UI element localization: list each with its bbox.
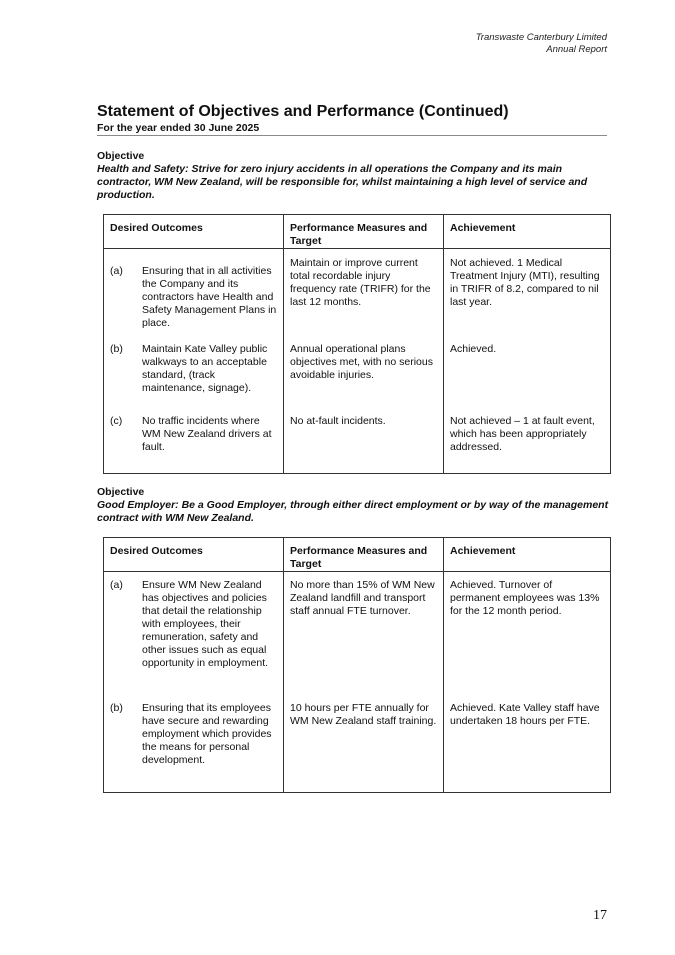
row-outcome: Ensuring that in all activities the Company and its contractors have Health and Safety Management Plans in place.	[142, 265, 277, 329]
row-key: (c)	[110, 415, 123, 427]
col-desired-outcomes: Desired Outcomes	[104, 215, 284, 249]
page-title: Statement of Objectives and Performance (Continued)	[97, 103, 509, 120]
objective-label: Objective	[97, 150, 145, 162]
table-row	[104, 249, 611, 344]
row-achievement: Not achieved – 1 at fault event, which has been appropriately addressed.	[444, 415, 611, 474]
table-row	[104, 415, 611, 474]
row-achievement: Achieved.	[444, 343, 611, 415]
row-achievement: Achieved. Kate Valley staff have undertaken 18 hours per FTE.	[444, 702, 611, 793]
row-outcome: No traffic incidents where WM New Zealand drivers at fault.	[142, 415, 272, 453]
row-measure: No more than 15% of WM New Zealand landfill and transport staff annual FTE turnover.	[284, 572, 444, 703]
header-company: Transwaste Canterbury Limited	[475, 32, 607, 43]
table-header-row	[104, 215, 611, 249]
row-measure: Maintain or improve current total recordable injury frequency rate (TRIFR) for the last 12 months.	[284, 249, 444, 344]
col-achievement: Achievement	[444, 538, 611, 572]
row-key: (b)	[110, 702, 123, 714]
col-performance-measures: Performance Measures and Target	[284, 215, 444, 249]
objective-text: Good Employer: Be a Good Employer, through either direct employment or by way of the management contract with WM New Zealand.	[97, 499, 609, 524]
row-outcome: Maintain Kate Valley public walkways to an acceptable standard, (track maintenance, signage).	[142, 343, 268, 394]
table-row	[104, 343, 611, 415]
row-key: (b)	[110, 343, 123, 355]
title-divider	[97, 135, 607, 136]
running-header	[476, 32, 607, 56]
col-performance-measures: Performance Measures and Target	[284, 538, 444, 572]
row-key: (a)	[110, 579, 123, 591]
row-achievement: Achieved. Turnover of permanent employees was 13% for the 12 month period.	[444, 572, 611, 703]
good-employer-table	[103, 537, 611, 793]
page-subtitle: For the year ended 30 June 2025	[97, 122, 260, 134]
header-report: Annual Report	[546, 44, 607, 55]
page-number: 17	[593, 908, 607, 923]
objective-label: Objective	[97, 486, 145, 498]
row-measure: No at-fault incidents.	[284, 415, 444, 474]
objective-health-safety	[97, 150, 609, 202]
health-safety-table	[103, 214, 611, 474]
table-row	[104, 572, 611, 703]
col-desired-outcomes: Desired Outcomes	[104, 538, 284, 572]
row-measure: 10 hours per FTE annually for WM New Zealand staff training.	[284, 702, 444, 793]
objective-good-employer	[97, 486, 609, 525]
col-achievement: Achievement	[444, 215, 611, 249]
row-outcome: Ensuring that its employees have secure and rewarding employment which provides the means for personal development.	[142, 702, 272, 766]
row-achievement: Not achieved. 1 Medical Treatment Injury (MTI), resulting in TRIFR of 8.2, compared to nil last year.	[444, 249, 611, 344]
table-row	[104, 702, 611, 793]
row-outcome: Ensure WM New Zealand has objectives and policies that detail the relationship with employees, their remuneration, safety and other issues such as equal opportunity in employment.	[142, 579, 269, 669]
row-key: (a)	[110, 265, 123, 277]
objective-text: Health and Safety: Strive for zero injury accidents in all operations the Company and its main contractor, WM New Zealand, will be responsible for, whilst maintaining a high level of service and production.	[97, 163, 588, 201]
table-header-row	[104, 538, 611, 572]
row-measure: Annual operational plans objectives met, with no serious avoidable injuries.	[284, 343, 444, 415]
